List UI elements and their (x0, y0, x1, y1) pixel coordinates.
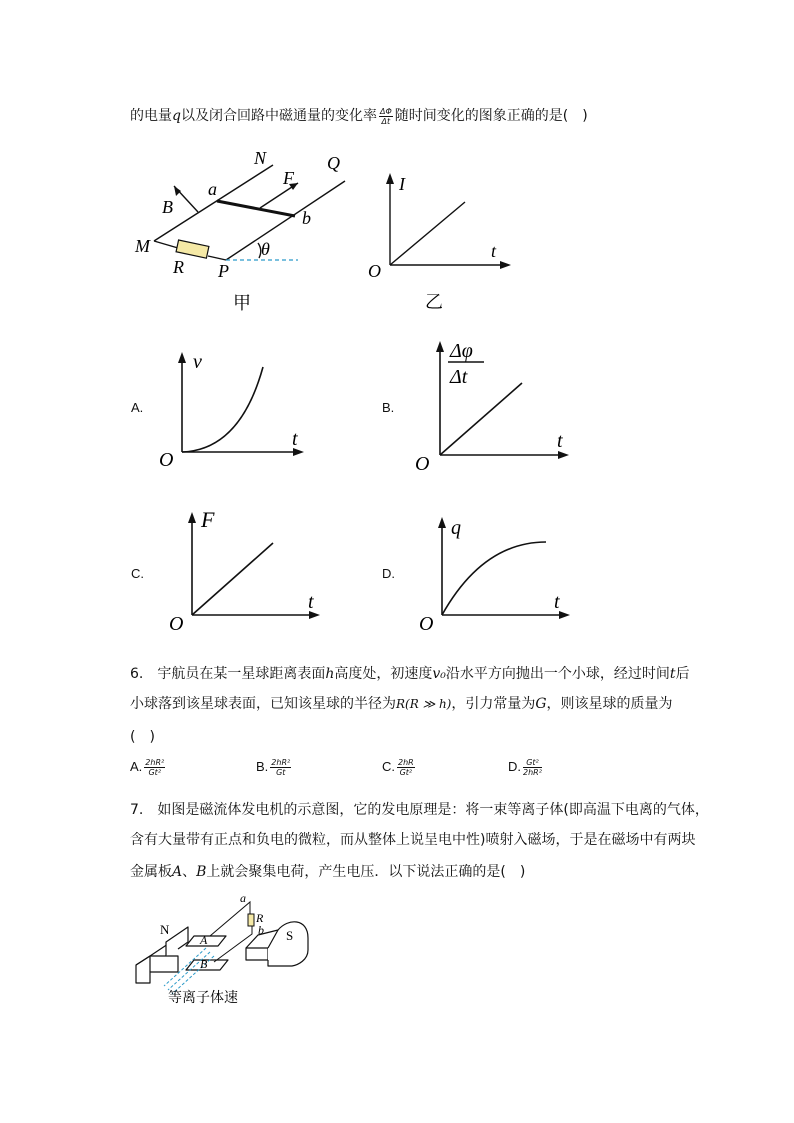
q6-line1 (130, 664, 690, 684)
q6-choice-b-den: Gt (276, 767, 286, 777)
rail-pq (226, 181, 345, 260)
q6-choice-c-fraction (397, 758, 415, 777)
q6-choice-c-letter: C. (382, 759, 395, 774)
q7-line2: 含有大量带有正点和负电的微粒，而从整体上说呈电中性)喷射入磁场，于是在磁场中有两块 (130, 832, 696, 848)
rod-ab (217, 201, 295, 216)
label-m: M (135, 236, 150, 256)
q7-line3-c: 上就会聚集电荷，产生电压．以下说法正确的是( ) (206, 864, 526, 880)
q6-choice-a-fraction (144, 758, 165, 777)
option-b-graph[interactable] (410, 335, 575, 480)
yi-y-arrow (386, 173, 394, 184)
q5-stem-part1: 的电量 (130, 108, 172, 124)
q7-line3-b: 、 (182, 864, 197, 880)
option-d-letter[interactable]: D. (382, 566, 395, 581)
field-b-arrowhead (174, 186, 181, 196)
q6-line1-b: 高度处，初速度 (334, 666, 433, 682)
q6-choice-d[interactable] (508, 757, 544, 777)
q5-stem-line (130, 106, 588, 126)
caption-jia: 甲 (233, 293, 251, 313)
a-axis-x-label: t (292, 428, 298, 450)
q6-choice-c-den: Gt² (399, 767, 413, 777)
q6-var-v0: v₀ (432, 666, 446, 682)
label-r: R (173, 257, 184, 277)
option-c-graph[interactable] (165, 505, 325, 640)
q6-line1-c: 沿水平方向抛出一个小球，经过时间 (445, 666, 670, 682)
label-a: a (208, 179, 217, 199)
q5-rate-num: ΔΦ (379, 106, 392, 116)
q6-line2-b: ，引力常量为 (451, 696, 536, 712)
figure-jia (130, 140, 350, 315)
d-axis-x-label: t (554, 591, 560, 613)
option-c-letter[interactable]: C. (131, 566, 144, 581)
label-n-pole: N (160, 922, 170, 937)
q6-line1-d: 后 (675, 666, 690, 682)
label-q: Q (327, 153, 340, 173)
d-curve (442, 542, 546, 615)
q6-line2-c: ，则该星球的质量为 (546, 696, 673, 712)
b-y-arrow (436, 341, 444, 352)
d-origin-label: O (419, 613, 434, 635)
label-r: R (256, 911, 264, 925)
q6-choice-b-letter: B. (256, 759, 269, 774)
figure-yi (365, 165, 515, 315)
yi-line (390, 202, 465, 265)
q6-line1-a: 6. 宇航员在某一星球距离表面 (130, 666, 326, 682)
figure-mhd-generator (128, 890, 328, 1008)
q6-choice-a[interactable] (130, 757, 167, 777)
label-plate-a: A (200, 933, 208, 947)
yi-x-arrow (500, 261, 511, 269)
q5-stem-part3: 随时间变化的图象正确的是( ) (394, 108, 588, 124)
resistor-r (248, 914, 254, 926)
wire-m (154, 241, 178, 248)
q6-paren: ( ) (130, 729, 155, 745)
q7-line3 (130, 862, 525, 882)
b-x-arrow (558, 451, 569, 459)
wire-a (210, 902, 250, 936)
q7-plate-b-ref: B (196, 864, 207, 880)
q6-choice-a-num: 2hR² (145, 757, 165, 767)
a-axis-y-label: v (193, 351, 202, 373)
q6-choice-b-num: 2hR² (271, 757, 291, 767)
label-theta: θ (261, 239, 270, 259)
label-b-field: B (162, 197, 173, 217)
yi-axis-y-label: I (399, 174, 405, 194)
a-y-arrow (178, 352, 186, 363)
c-y-arrow (188, 512, 196, 523)
q6-choice-d-letter: D. (508, 759, 521, 774)
c-axis-x-label: t (308, 591, 314, 613)
q6-choice-d-fraction (523, 758, 542, 777)
option-d-graph[interactable] (415, 510, 575, 645)
q6-choice-a-letter: A. (130, 759, 143, 774)
d-y-arrow (438, 517, 446, 528)
c-line (192, 543, 273, 615)
wire-p (208, 256, 226, 260)
q6-var-h: h (325, 666, 335, 682)
label-b: b (258, 923, 264, 937)
label-plate-b: B (200, 957, 208, 971)
c-origin-label: O (169, 613, 184, 635)
q6-choice-d-num: Gt² (523, 758, 542, 768)
caption-yi: 乙 (425, 292, 443, 312)
label-p: P (218, 261, 229, 281)
q7-plate-a-ref: A (172, 864, 183, 880)
q6-line2-a: 小球落到该星球表面，已知该星球的半径为 (130, 696, 396, 712)
q6-condition: R(R ≫ h) (396, 697, 452, 711)
option-a-graph[interactable] (155, 345, 310, 475)
label-a: a (240, 891, 246, 905)
q6-var-t: t (669, 666, 676, 682)
option-b-letter[interactable]: B. (382, 400, 395, 415)
caption-plasma: 等离子体速 (168, 991, 238, 1006)
b-axis-y-num: Δφ (450, 340, 473, 362)
label-s-pole: S (286, 928, 294, 943)
yi-axis-x-label: t (491, 241, 497, 261)
q5-rate-fraction (379, 107, 393, 126)
q5-stem-part2: 以及闭合回路中磁通量的变化率 (180, 108, 377, 124)
b-origin-label: O (415, 453, 430, 475)
b-line (440, 383, 522, 455)
q6-choice-a-den: Gt² (148, 767, 162, 777)
resistor-r (176, 240, 209, 258)
yi-origin-label: O (368, 261, 381, 281)
a-origin-label: O (159, 449, 174, 471)
label-f: F (283, 168, 294, 188)
q6-choice-b-fraction (270, 758, 291, 777)
q6-choice-c-num: 2hR (398, 757, 414, 767)
q5-stem-var-q: q (172, 108, 181, 124)
label-n: N (254, 148, 267, 168)
q7-line3-a: 金属板 (130, 864, 172, 880)
q7-line1: 7. 如图是磁流体发电机的示意图，它的发电原理是：将一束等离子体(即高温下电离的气体， (130, 802, 709, 818)
q6-line2 (130, 694, 673, 714)
q6-choice-d-den: 2hR² (523, 767, 542, 777)
label-b: b (302, 208, 311, 228)
b-axis-y-den: Δt (450, 366, 468, 388)
q5-rate-den: Δt (381, 116, 391, 126)
q6-choice-b[interactable] (256, 757, 293, 777)
magnet-s-front (246, 948, 268, 960)
d-x-arrow (559, 611, 570, 619)
option-a-letter[interactable]: A. (131, 400, 144, 415)
b-axis-x-label: t (557, 430, 563, 452)
q6-choice-c[interactable] (382, 757, 417, 777)
a-curve (182, 367, 263, 452)
c-axis-y-label: F (201, 507, 215, 532)
d-axis-y-label: q (451, 517, 461, 539)
q6-var-g: G (535, 696, 547, 712)
